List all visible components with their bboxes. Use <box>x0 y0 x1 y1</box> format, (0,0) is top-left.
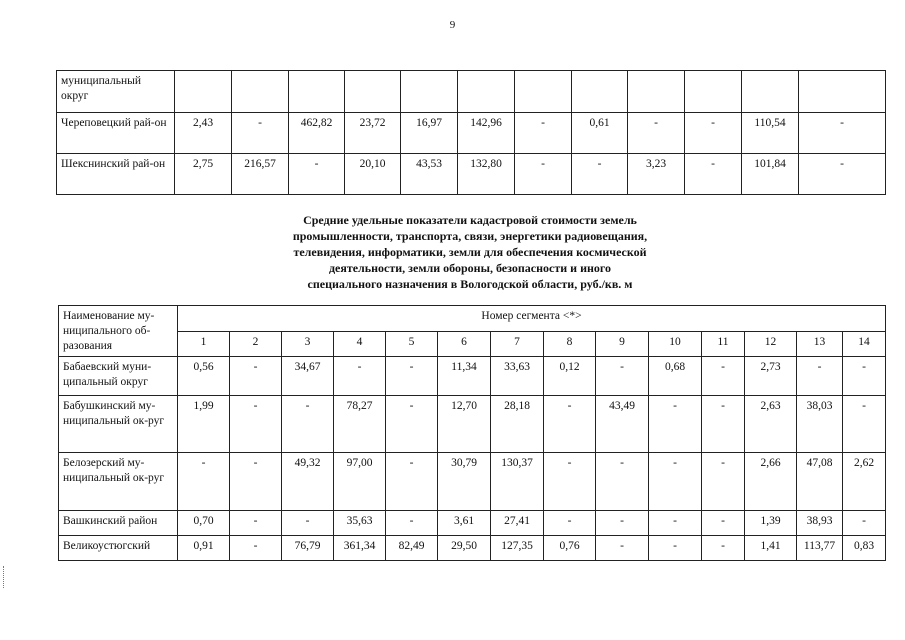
segment-number-cell: 8 <box>544 331 596 357</box>
value-cell: - <box>386 511 438 536</box>
value-cell <box>742 71 799 113</box>
value-cell: - <box>702 453 745 511</box>
value-cell: 43,49 <box>596 396 649 453</box>
value-cell: 0,76 <box>544 536 596 561</box>
value-cell: - <box>289 154 345 195</box>
value-cell: 0,68 <box>649 357 702 396</box>
value-cell: 1,99 <box>178 396 230 453</box>
municipality-cell: Великоустюгский <box>59 536 178 561</box>
value-cell: - <box>797 357 843 396</box>
heading-line: телевидения, информатики, земли для обеспечения космической <box>293 245 647 259</box>
value-cell: - <box>702 511 745 536</box>
continuation-table <box>56 70 886 195</box>
value-cell: - <box>178 453 230 511</box>
value-cell: - <box>515 113 572 154</box>
value-cell <box>175 71 232 113</box>
table-row <box>57 113 886 154</box>
value-cell: - <box>232 113 289 154</box>
value-cell: - <box>843 511 886 536</box>
cadastral-values-table <box>58 305 886 561</box>
value-cell: 78,27 <box>334 396 386 453</box>
value-cell: 16,97 <box>401 113 458 154</box>
value-cell: 47,08 <box>797 453 843 511</box>
municipality-cell: Шекснинский рай-он <box>57 154 175 195</box>
table-heading <box>200 212 740 292</box>
value-cell: 29,50 <box>438 536 491 561</box>
value-cell: - <box>649 396 702 453</box>
value-cell: - <box>515 154 572 195</box>
segment-number-cell: 4 <box>334 331 386 357</box>
value-cell: - <box>649 536 702 561</box>
segment-number-cell: 11 <box>702 331 745 357</box>
value-cell: 34,67 <box>282 357 334 396</box>
segment-number-cell: 2 <box>230 331 282 357</box>
value-cell: - <box>572 154 628 195</box>
value-cell: 0,91 <box>178 536 230 561</box>
value-cell: - <box>702 396 745 453</box>
value-cell: - <box>544 396 596 453</box>
value-cell: 130,37 <box>491 453 544 511</box>
value-cell <box>799 71 886 113</box>
value-cell <box>345 71 401 113</box>
value-cell: 38,93 <box>797 511 843 536</box>
segment-number-cell: 13 <box>797 331 843 357</box>
value-cell <box>401 71 458 113</box>
value-cell: 23,72 <box>345 113 401 154</box>
value-cell: 27,41 <box>491 511 544 536</box>
value-cell <box>289 71 345 113</box>
value-cell: - <box>386 396 438 453</box>
value-cell: - <box>230 453 282 511</box>
municipality-cell: Бабаевский муни-ципальный округ <box>59 357 178 396</box>
value-cell: 3,61 <box>438 511 491 536</box>
table-row <box>59 536 886 561</box>
value-cell: - <box>649 453 702 511</box>
table-row <box>57 154 886 195</box>
value-cell: - <box>685 154 742 195</box>
table-row <box>59 396 886 453</box>
value-cell: 113,77 <box>797 536 843 561</box>
value-cell: - <box>282 396 334 453</box>
municipality-cell: Череповецкий рай-он <box>57 113 175 154</box>
value-cell: 127,35 <box>491 536 544 561</box>
header-name-cell: Наименование му-ниципального об-разования <box>59 306 178 357</box>
value-cell <box>628 71 685 113</box>
segment-number-cell: 5 <box>386 331 438 357</box>
municipality-cell: Бабушкинский му-ниципальный ок-руг <box>59 396 178 453</box>
value-cell: 0,70 <box>178 511 230 536</box>
value-cell: 20,10 <box>345 154 401 195</box>
header-segment-cell: Номер сегмента <*> <box>178 306 886 332</box>
value-cell: 1,39 <box>745 511 797 536</box>
value-cell: 97,00 <box>334 453 386 511</box>
value-cell: 35,63 <box>334 511 386 536</box>
value-cell: 33,63 <box>491 357 544 396</box>
value-cell <box>685 71 742 113</box>
municipality-cell: муниципальный округ <box>57 71 175 113</box>
value-cell: - <box>544 453 596 511</box>
value-cell: - <box>596 536 649 561</box>
heading-line: промышленности, транспорта, связи, энергетики радиовещания, <box>292 229 648 243</box>
value-cell: - <box>334 357 386 396</box>
heading-line: деятельности, земли обороны, безопасности и иного <box>328 261 612 275</box>
value-cell: - <box>230 511 282 536</box>
value-cell: - <box>282 511 334 536</box>
value-cell: 110,54 <box>742 113 799 154</box>
table-row <box>59 357 886 396</box>
value-cell: - <box>702 357 745 396</box>
value-cell: 12,70 <box>438 396 491 453</box>
municipality-cell: Белозерский му-ниципальный ок-руг <box>59 453 178 511</box>
value-cell <box>232 71 289 113</box>
value-cell: 3,23 <box>628 154 685 195</box>
value-cell: 361,34 <box>334 536 386 561</box>
table-row <box>59 453 886 511</box>
value-cell: 132,80 <box>458 154 515 195</box>
segment-number-cell: 10 <box>649 331 702 357</box>
value-cell: - <box>843 357 886 396</box>
segment-number-cell: 12 <box>745 331 797 357</box>
value-cell <box>515 71 572 113</box>
value-cell <box>572 71 628 113</box>
table-row <box>59 511 886 536</box>
value-cell: - <box>799 113 886 154</box>
heading-line: специального назначения в Вологодской области, руб./кв. м <box>307 277 633 291</box>
margin-mark <box>3 566 8 588</box>
value-cell: - <box>685 113 742 154</box>
value-cell: 1,41 <box>745 536 797 561</box>
value-cell: 0,83 <box>843 536 886 561</box>
value-cell: 0,56 <box>178 357 230 396</box>
value-cell: 2,75 <box>175 154 232 195</box>
value-cell: 2,62 <box>843 453 886 511</box>
value-cell: 82,49 <box>386 536 438 561</box>
value-cell: - <box>799 154 886 195</box>
segment-number-cell: 7 <box>491 331 544 357</box>
page-number: 9 <box>449 19 456 31</box>
municipality-cell: Вашкинский район <box>59 511 178 536</box>
value-cell: 43,53 <box>401 154 458 195</box>
value-cell <box>458 71 515 113</box>
segment-number-cell: 6 <box>438 331 491 357</box>
segment-number-cell: 14 <box>843 331 886 357</box>
value-cell: - <box>230 536 282 561</box>
table-row <box>57 71 886 113</box>
value-cell: 28,18 <box>491 396 544 453</box>
value-cell: - <box>544 511 596 536</box>
value-cell: - <box>230 396 282 453</box>
value-cell: 2,66 <box>745 453 797 511</box>
value-cell: - <box>649 511 702 536</box>
value-cell: 0,61 <box>572 113 628 154</box>
value-cell: - <box>596 511 649 536</box>
value-cell: 76,79 <box>282 536 334 561</box>
value-cell: - <box>702 536 745 561</box>
segment-number-cell: 1 <box>178 331 230 357</box>
value-cell: 38,03 <box>797 396 843 453</box>
value-cell: 30,79 <box>438 453 491 511</box>
heading-line: Средние удельные показатели кадастровой стоимости земель <box>303 213 637 227</box>
value-cell: - <box>596 453 649 511</box>
value-cell: 2,63 <box>745 396 797 453</box>
value-cell: 11,34 <box>438 357 491 396</box>
value-cell: 462,82 <box>289 113 345 154</box>
value-cell: 0,12 <box>544 357 596 396</box>
value-cell: - <box>386 453 438 511</box>
value-cell: 49,32 <box>282 453 334 511</box>
value-cell: - <box>843 396 886 453</box>
segment-number-cell: 3 <box>282 331 334 357</box>
value-cell: - <box>230 357 282 396</box>
value-cell: 216,57 <box>232 154 289 195</box>
value-cell: 2,43 <box>175 113 232 154</box>
value-cell: 101,84 <box>742 154 799 195</box>
value-cell: - <box>596 357 649 396</box>
value-cell: 142,96 <box>458 113 515 154</box>
value-cell: - <box>386 357 438 396</box>
value-cell: 2,73 <box>745 357 797 396</box>
value-cell: - <box>628 113 685 154</box>
segment-number-cell: 9 <box>596 331 649 357</box>
